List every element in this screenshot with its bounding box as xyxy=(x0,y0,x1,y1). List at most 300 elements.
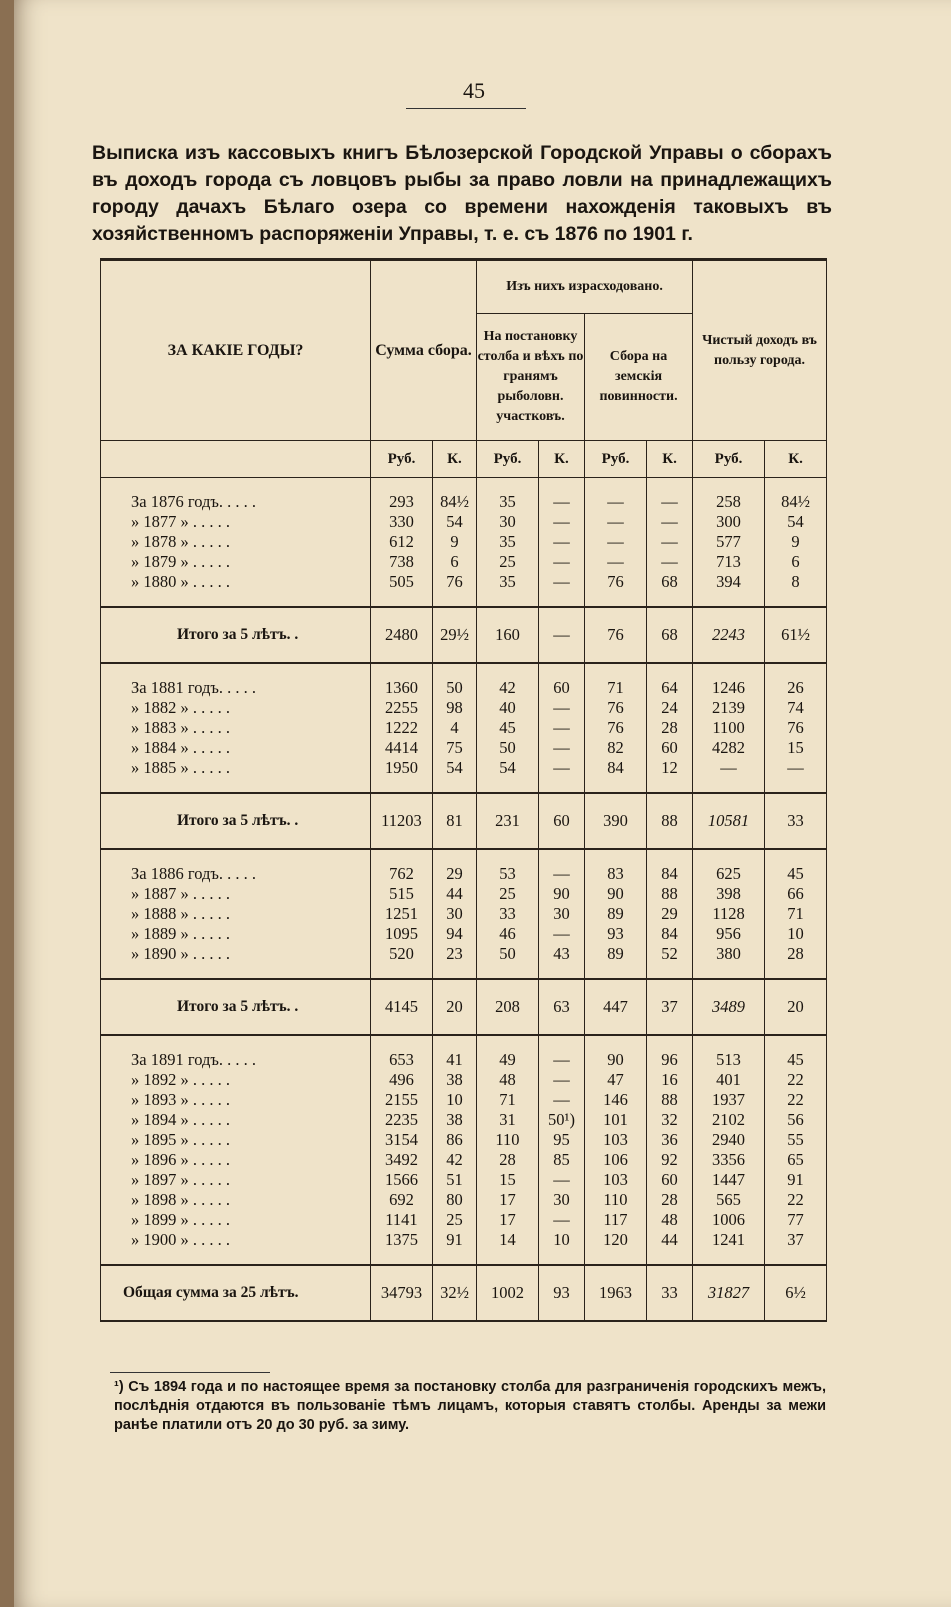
spacer-cell xyxy=(765,1250,827,1265)
table-cell: 956 xyxy=(693,924,765,944)
table-cell: 15 xyxy=(477,1170,539,1190)
spacer-cell xyxy=(693,778,765,793)
table-cell: 91 xyxy=(433,1230,477,1250)
table-cell: — xyxy=(539,758,585,778)
table-cell: 1950 xyxy=(371,758,433,778)
header-sum: Сумма сбора. xyxy=(371,260,477,441)
spacer-cell xyxy=(539,1250,585,1265)
table-cell: 71 xyxy=(765,904,827,924)
spacer-cell xyxy=(101,663,371,678)
table-cell: 46 xyxy=(477,924,539,944)
table-row xyxy=(101,532,827,552)
spacer-cell xyxy=(101,964,371,979)
table-cell: 2155 xyxy=(371,1090,433,1110)
spacer-cell xyxy=(477,1035,539,1050)
table-cell: 30 xyxy=(539,904,585,924)
table-cell: 120 xyxy=(585,1230,647,1250)
spacer-cell xyxy=(539,592,585,607)
table-cell: 738 xyxy=(371,552,433,572)
table-cell: 36 xyxy=(647,1130,693,1150)
spacer-cell xyxy=(101,1035,371,1050)
header-net: Чистый доходъ въ пользу города. xyxy=(693,260,827,441)
table-cell: 77 xyxy=(765,1210,827,1230)
spacer-cell xyxy=(477,663,539,678)
table-cell: 33 xyxy=(477,904,539,924)
spacer-cell xyxy=(765,778,827,793)
table-cell: 63 xyxy=(539,979,585,1035)
footnote-rule xyxy=(110,1372,270,1373)
spacer-cell xyxy=(371,663,433,678)
table-cell: 160 xyxy=(477,607,539,663)
table-row xyxy=(101,944,827,964)
table-row xyxy=(101,924,827,944)
row-label: За 1881 годъ. . . . . xyxy=(101,678,371,698)
spacer-cell xyxy=(433,663,477,678)
table-cell: 4282 xyxy=(693,738,765,758)
table-cell: 25 xyxy=(477,884,539,904)
table-cell: 64 xyxy=(647,678,693,698)
table-cell: 84 xyxy=(585,758,647,778)
table-cell: — xyxy=(585,532,647,552)
table-cell: 84½ xyxy=(433,492,477,512)
row-label: » 1890 » . . . . . xyxy=(101,944,371,964)
table-cell: 117 xyxy=(585,1210,647,1230)
table-cell: 60 xyxy=(647,1170,693,1190)
header-rub: Руб. xyxy=(477,441,539,478)
table-cell: 2940 xyxy=(693,1130,765,1150)
table-cell: 71 xyxy=(477,1090,539,1110)
spacer-row xyxy=(101,663,827,678)
table-cell: 22 xyxy=(765,1190,827,1210)
table-row xyxy=(101,1150,827,1170)
table-cell: 31827 xyxy=(693,1265,765,1321)
table-cell: 9 xyxy=(765,532,827,552)
table-cell: 38 xyxy=(433,1110,477,1130)
table-cell: 76 xyxy=(433,572,477,592)
spacer-cell xyxy=(539,663,585,678)
subtotal-row xyxy=(101,793,827,849)
table-cell: 23 xyxy=(433,944,477,964)
table-cell: — xyxy=(539,512,585,532)
row-label: » 1889 » . . . . . xyxy=(101,924,371,944)
table-cell: 45 xyxy=(765,1050,827,1070)
table-cell: 76 xyxy=(585,718,647,738)
spacer-cell xyxy=(647,592,693,607)
table-cell: 92 xyxy=(647,1150,693,1170)
spacer-cell xyxy=(477,592,539,607)
row-label: » 1893 » . . . . . xyxy=(101,1090,371,1110)
table-cell: 1100 xyxy=(693,718,765,738)
table-cell: 25 xyxy=(477,552,539,572)
table-cell: 98 xyxy=(433,698,477,718)
table-cell: 76 xyxy=(585,698,647,718)
header-posts: На постановку столба и вѣхъ по гранямъ рыболовн. участковъ. xyxy=(477,314,585,441)
table-cell: 1241 xyxy=(693,1230,765,1250)
row-label: » 1878 » . . . . . xyxy=(101,532,371,552)
table-row xyxy=(101,884,827,904)
table-cell: 4145 xyxy=(371,979,433,1035)
table-cell: 32½ xyxy=(433,1265,477,1321)
table-row xyxy=(101,864,827,884)
row-label: Общая сумма за 25 лѣтъ. xyxy=(101,1265,371,1321)
table-cell: 1963 xyxy=(585,1265,647,1321)
table-row xyxy=(101,758,827,778)
table-cell: 10 xyxy=(539,1230,585,1250)
table-cell: 35 xyxy=(477,492,539,512)
table-cell: — xyxy=(539,492,585,512)
table-cell: 6 xyxy=(433,552,477,572)
table-cell: 54 xyxy=(765,512,827,532)
table-cell: 44 xyxy=(647,1230,693,1250)
table-cell: — xyxy=(539,1050,585,1070)
table-cell: 76 xyxy=(765,718,827,738)
table-cell: 28 xyxy=(477,1150,539,1170)
table-row xyxy=(101,1070,827,1090)
spacer-cell xyxy=(765,1035,827,1050)
table-cell: 71 xyxy=(585,678,647,698)
footnote: ¹) Съ 1894 года и по настоящее время за постановку столба для разграниченія городскихъ межъ, послѣднія отдаются въ пользованіе тѣмъ лицамъ, которыя ставятъ столбы. Аренды за межи ранѣе платили отъ 20 до 30 руб. за зиму. xyxy=(114,1379,826,1433)
table-cell: 231 xyxy=(477,793,539,849)
table-cell: 692 xyxy=(371,1190,433,1210)
row-label: За 1886 годъ. . . . . xyxy=(101,864,371,884)
table-cell: 3489 xyxy=(693,979,765,1035)
spacer-cell xyxy=(647,478,693,493)
table-row xyxy=(101,492,827,512)
spacer-cell xyxy=(585,478,647,493)
table-cell: — xyxy=(585,512,647,532)
table-cell: 88 xyxy=(647,1090,693,1110)
spacer-cell xyxy=(693,663,765,678)
table-cell: 6½ xyxy=(765,1265,827,1321)
spacer-cell xyxy=(371,964,433,979)
table-cell: 28 xyxy=(765,944,827,964)
table-cell: 713 xyxy=(693,552,765,572)
table-cell: 28 xyxy=(647,1190,693,1210)
table-cell: — xyxy=(539,1070,585,1090)
header-kop: К. xyxy=(539,441,585,478)
spacer-row xyxy=(101,1035,827,1050)
spacer-cell xyxy=(647,663,693,678)
table-row xyxy=(101,1130,827,1150)
spacer-cell xyxy=(647,778,693,793)
table-cell: 762 xyxy=(371,864,433,884)
spacer-cell xyxy=(539,778,585,793)
table-row xyxy=(101,1210,827,1230)
table-cell: 293 xyxy=(371,492,433,512)
spacer-cell xyxy=(371,849,433,864)
table-row xyxy=(101,1090,827,1110)
table-cell: 95 xyxy=(539,1130,585,1150)
row-label: » 1882 » . . . . . xyxy=(101,698,371,718)
table-cell: 1251 xyxy=(371,904,433,924)
table-cell: 9 xyxy=(433,532,477,552)
table-cell: 30 xyxy=(477,512,539,532)
table-cell: 93 xyxy=(539,1265,585,1321)
table-cell: — xyxy=(585,492,647,512)
revenue-table xyxy=(100,258,827,1322)
page-number: 45 xyxy=(463,78,485,103)
table-cell: 1222 xyxy=(371,718,433,738)
table-cell: — xyxy=(539,572,585,592)
table-cell: 35 xyxy=(477,572,539,592)
row-label: » 1888 » . . . . . xyxy=(101,904,371,924)
table-cell: 76 xyxy=(585,572,647,592)
spacer-cell xyxy=(647,1250,693,1265)
row-label: » 1897 » . . . . . xyxy=(101,1170,371,1190)
table-cell: 330 xyxy=(371,512,433,532)
table-row xyxy=(101,1190,827,1210)
spacer-cell xyxy=(585,1035,647,1050)
table-cell: 106 xyxy=(585,1150,647,1170)
table-cell: 40 xyxy=(477,698,539,718)
table-cell: 93 xyxy=(585,924,647,944)
table-cell: 90 xyxy=(585,884,647,904)
table-cell: 612 xyxy=(371,532,433,552)
row-label: » 1895 » . . . . . xyxy=(101,1130,371,1150)
spacer-cell xyxy=(585,1250,647,1265)
table-cell: 101 xyxy=(585,1110,647,1130)
table-cell: 50 xyxy=(477,944,539,964)
table-cell: — xyxy=(647,532,693,552)
spacer-cell xyxy=(585,964,647,979)
table-cell: 110 xyxy=(585,1190,647,1210)
table-cell: 1095 xyxy=(371,924,433,944)
spacer-cell xyxy=(693,592,765,607)
table-cell: 505 xyxy=(371,572,433,592)
table-row xyxy=(101,1230,827,1250)
table-cell: 447 xyxy=(585,979,647,1035)
table-cell: 88 xyxy=(647,793,693,849)
spacer-cell xyxy=(765,849,827,864)
spacer-cell xyxy=(101,849,371,864)
spacer-cell xyxy=(693,964,765,979)
page-number-rule xyxy=(406,108,526,109)
table-cell: 20 xyxy=(433,979,477,1035)
table-cell: 90 xyxy=(585,1050,647,1070)
table-cell: 496 xyxy=(371,1070,433,1090)
table-cell: 2102 xyxy=(693,1110,765,1130)
table-cell: 48 xyxy=(477,1070,539,1090)
table-cell: 3492 xyxy=(371,1150,433,1170)
spacer-cell xyxy=(477,478,539,493)
spacer-cell xyxy=(585,778,647,793)
table-cell: — xyxy=(539,532,585,552)
table-cell: 2235 xyxy=(371,1110,433,1130)
table-cell: 68 xyxy=(647,607,693,663)
spacer-cell xyxy=(433,849,477,864)
table-cell: — xyxy=(539,698,585,718)
spacer-cell xyxy=(693,478,765,493)
table-cell: 30 xyxy=(433,904,477,924)
table-cell: 513 xyxy=(693,1050,765,1070)
spacer-cell xyxy=(765,964,827,979)
spacer-row xyxy=(101,1250,827,1265)
spacer-cell xyxy=(101,1250,371,1265)
table-cell: 37 xyxy=(765,1230,827,1250)
table-cell: 17 xyxy=(477,1190,539,1210)
table-cell: 22 xyxy=(765,1090,827,1110)
table-cell: 84 xyxy=(647,924,693,944)
table-cell: 4414 xyxy=(371,738,433,758)
spacer-cell xyxy=(539,478,585,493)
table-cell: 60 xyxy=(539,678,585,698)
table-cell: 4 xyxy=(433,718,477,738)
row-label: » 1900 » . . . . . xyxy=(101,1230,371,1250)
row-label: » 1877 » . . . . . xyxy=(101,512,371,532)
table-cell: 28 xyxy=(647,718,693,738)
spacer-row xyxy=(101,778,827,793)
table-cell: 81 xyxy=(433,793,477,849)
table-cell: 29 xyxy=(433,864,477,884)
table-cell: 25 xyxy=(433,1210,477,1230)
spacer-cell xyxy=(477,849,539,864)
spacer-cell xyxy=(647,1035,693,1050)
table-cell: 51 xyxy=(433,1170,477,1190)
table-cell: 50 xyxy=(477,738,539,758)
spacer-cell xyxy=(693,1035,765,1050)
row-label: » 1899 » . . . . . xyxy=(101,1210,371,1230)
spacer-cell xyxy=(433,1250,477,1265)
table-cell: 3154 xyxy=(371,1130,433,1150)
table-cell: 565 xyxy=(693,1190,765,1210)
table-cell: 42 xyxy=(433,1150,477,1170)
spacer-cell xyxy=(433,1035,477,1050)
table-cell: 24 xyxy=(647,698,693,718)
table-cell: 38 xyxy=(433,1070,477,1090)
spacer-cell xyxy=(539,849,585,864)
table-cell: 45 xyxy=(765,864,827,884)
spacer-cell xyxy=(477,778,539,793)
table-cell: 520 xyxy=(371,944,433,964)
table-cell: — xyxy=(539,924,585,944)
table-cell: 82 xyxy=(585,738,647,758)
row-label: » 1884 » . . . . . xyxy=(101,738,371,758)
table-cell: 1006 xyxy=(693,1210,765,1230)
table-cell: 52 xyxy=(647,944,693,964)
spacer-cell xyxy=(371,478,433,493)
spacer-cell xyxy=(693,849,765,864)
table-cell: 66 xyxy=(765,884,827,904)
spacer-cell xyxy=(433,592,477,607)
table-cell: — xyxy=(647,492,693,512)
spacer-cell xyxy=(477,964,539,979)
table-cell: 32 xyxy=(647,1110,693,1130)
spacer-cell xyxy=(101,778,371,793)
table-cell: — xyxy=(647,512,693,532)
table-cell: 1937 xyxy=(693,1090,765,1110)
table-row xyxy=(101,572,827,592)
table-cell: — xyxy=(585,552,647,572)
table-cell: 54 xyxy=(433,512,477,532)
spacer-cell xyxy=(765,663,827,678)
subtotal-row xyxy=(101,607,827,663)
table-cell: 2480 xyxy=(371,607,433,663)
table-cell: 33 xyxy=(765,793,827,849)
table-cell: 1128 xyxy=(693,904,765,924)
grand-total-row xyxy=(101,1265,827,1321)
row-label: » 1879 » . . . . . xyxy=(101,552,371,572)
revenue-table-wrap xyxy=(100,258,826,1368)
table-cell: 11203 xyxy=(371,793,433,849)
table-cell: — xyxy=(539,1090,585,1110)
table-cell: 29½ xyxy=(433,607,477,663)
spacer-cell xyxy=(647,849,693,864)
table-cell: 10 xyxy=(765,924,827,944)
table-cell: 60 xyxy=(539,793,585,849)
table-cell: 30 xyxy=(539,1190,585,1210)
document-page xyxy=(14,0,951,1607)
spacer-cell xyxy=(371,592,433,607)
table-cell: 2255 xyxy=(371,698,433,718)
row-label: » 1883 » . . . . . xyxy=(101,718,371,738)
spacer-cell xyxy=(539,964,585,979)
table-cell: — xyxy=(539,607,585,663)
table-cell: — xyxy=(539,738,585,758)
spacer-cell xyxy=(101,478,371,493)
table-cell: 15 xyxy=(765,738,827,758)
spacer-cell xyxy=(765,592,827,607)
table-cell: 12 xyxy=(647,758,693,778)
header-kop: К. xyxy=(765,441,827,478)
table-cell: 1566 xyxy=(371,1170,433,1190)
document-title: Выписка изъ кассовыхъ книгъ Бѣлозерской Городской Управы о сборахъ въ доходъ города съ ловцовъ рыбы за право ловли на принадлежащихъ городу дачахъ Бѣлаго озера со времени нахожденія таковыхъ въ хозяйственномъ распоряженіи Управы, т. е. съ 1876 по 1901 г. xyxy=(92,142,832,245)
header-unit-blank xyxy=(101,441,371,478)
table-cell: 94 xyxy=(433,924,477,944)
row-label: » 1896 » . . . . . xyxy=(101,1150,371,1170)
table-cell: 89 xyxy=(585,904,647,924)
table-cell: 258 xyxy=(693,492,765,512)
table-cell: 56 xyxy=(765,1110,827,1130)
table-cell: 76 xyxy=(585,607,647,663)
row-label: Итого за 5 лѣтъ. . xyxy=(101,607,371,663)
table-cell: 74 xyxy=(765,698,827,718)
table-cell: 22 xyxy=(765,1070,827,1090)
table-cell: 61½ xyxy=(765,607,827,663)
spacer-row xyxy=(101,964,827,979)
table-row xyxy=(101,512,827,532)
row-label: » 1894 » . . . . . xyxy=(101,1110,371,1130)
row-label: За 1876 годъ. . . . . xyxy=(101,492,371,512)
table-cell: 10 xyxy=(433,1090,477,1110)
table-cell: 50 xyxy=(433,678,477,698)
subtotal-row xyxy=(101,979,827,1035)
table-cell: 2139 xyxy=(693,698,765,718)
spacer-cell xyxy=(647,964,693,979)
table-cell: — xyxy=(539,864,585,884)
table-cell: 85 xyxy=(539,1150,585,1170)
header-kop: К. xyxy=(433,441,477,478)
table-cell: 43 xyxy=(539,944,585,964)
table-cell: 10581 xyxy=(693,793,765,849)
table-cell: 54 xyxy=(433,758,477,778)
spacer-cell xyxy=(371,778,433,793)
table-cell: 6 xyxy=(765,552,827,572)
table-cell: 1360 xyxy=(371,678,433,698)
table-cell: 17 xyxy=(477,1210,539,1230)
table-cell: 14 xyxy=(477,1230,539,1250)
row-label: За 1891 годъ. . . . . xyxy=(101,1050,371,1070)
table-cell: 380 xyxy=(693,944,765,964)
table-cell: 401 xyxy=(693,1070,765,1090)
table-row xyxy=(101,1050,827,1070)
table-cell: — xyxy=(539,1170,585,1190)
table-cell: 89 xyxy=(585,944,647,964)
table-row xyxy=(101,698,827,718)
table-cell: 1447 xyxy=(693,1170,765,1190)
table-row xyxy=(101,1170,827,1190)
table-cell: 37 xyxy=(647,979,693,1035)
table-cell: — xyxy=(647,552,693,572)
